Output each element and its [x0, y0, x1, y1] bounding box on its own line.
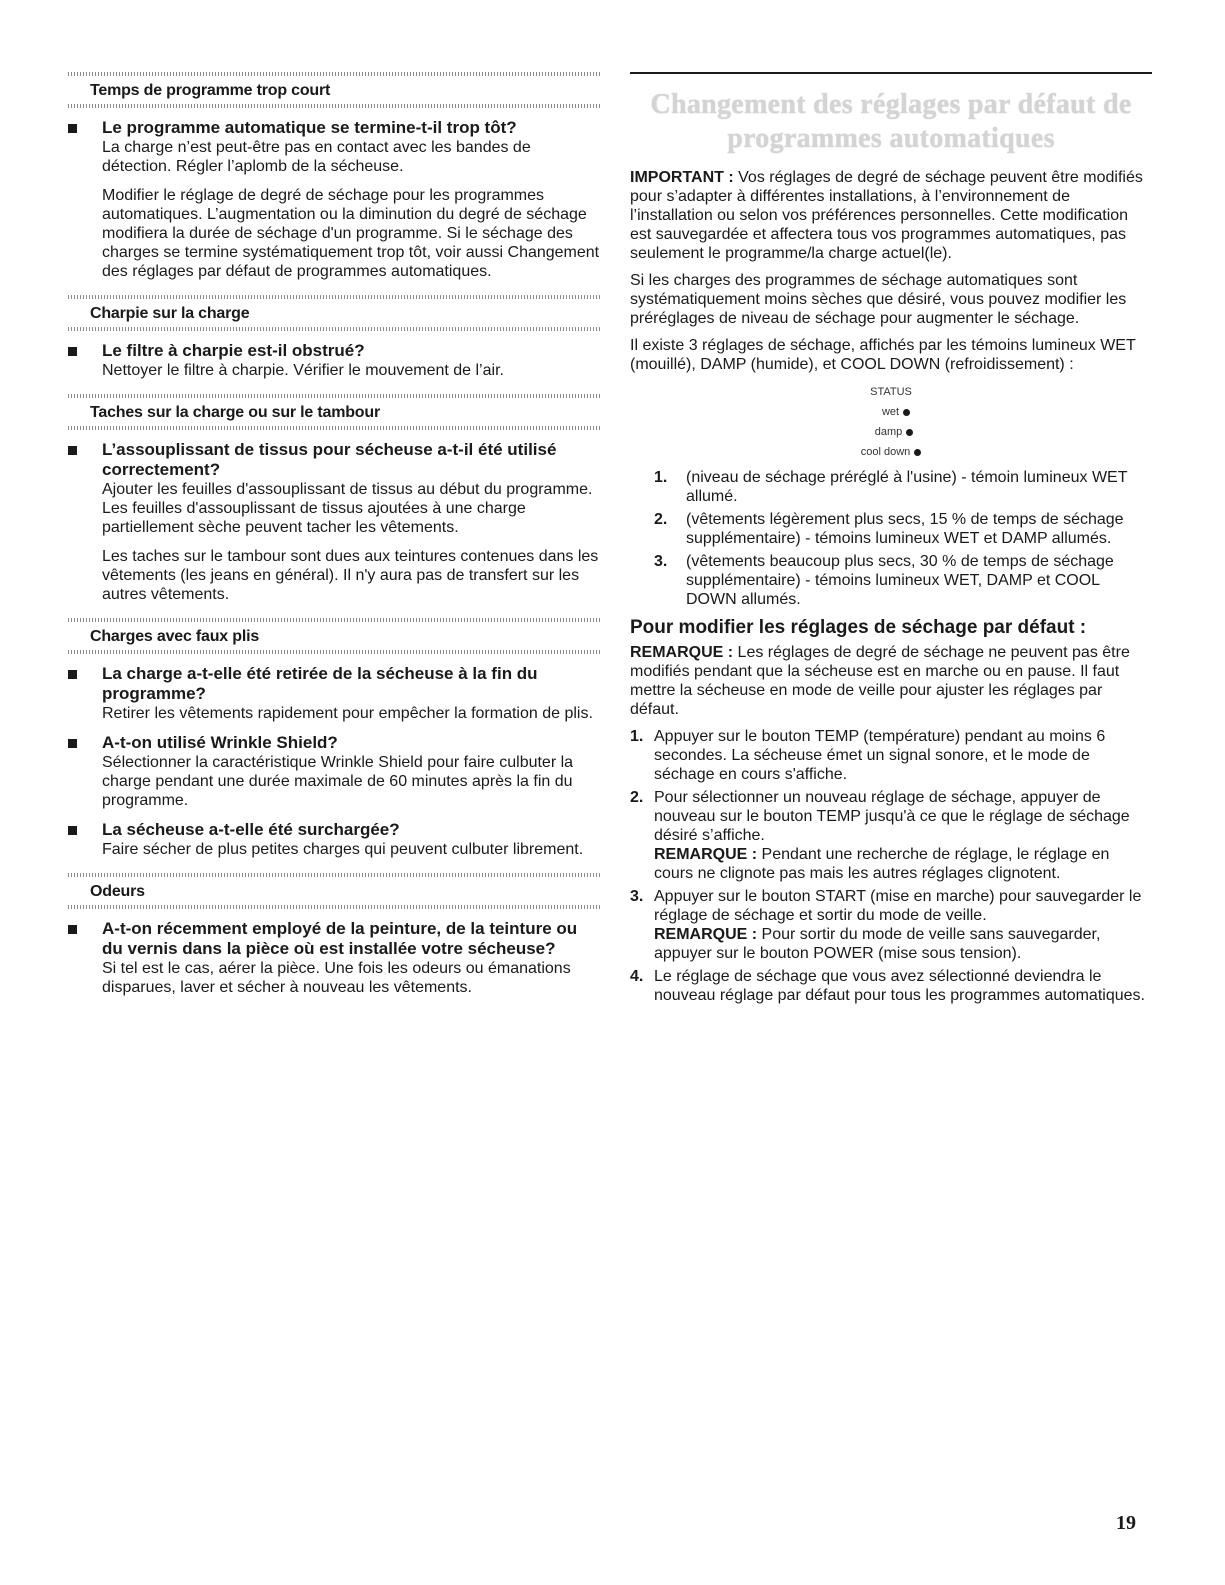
answer-text: Retirer les vêtements rapidement pour empêcher la formation de plis. — [102, 705, 593, 722]
status-label: cool down — [860, 446, 911, 458]
top-rule — [630, 72, 1152, 74]
answer-text: Les taches sur le tambour sont dues aux teintures contenues dans les vêtements (les jeans en général). Il n'y aura pas de transfert sur les autres vêtements. — [102, 548, 599, 603]
troubleshooting-column — [68, 72, 600, 1011]
section-title: Charpie sur la charge — [90, 305, 250, 322]
status-label: damp — [874, 426, 903, 438]
item-text: (vêtements légèrement plus secs, 15 % de temps de séchage supplémentaire) - témoins lumineux WET et DAMP allumés. — [686, 511, 1124, 547]
remark-paragraph — [630, 643, 1152, 719]
question-item — [68, 440, 600, 604]
item-text: (vêtements beaucoup plus secs, 30 % de temps de séchage supplémentaire) - témoins lumineux WET, DAMP et COOL DOWN allumés. — [686, 553, 1114, 608]
paragraph: Il existe 3 réglages de séchage, affichés par les témoins lumineux WET (mouillé), DAMP (humide), et COOL DOWN (refroidissement) : — [630, 337, 1136, 373]
square-bullet-icon — [68, 446, 77, 455]
square-bullet-icon — [68, 739, 77, 748]
section-title: Charges avec faux plis — [90, 628, 260, 645]
step-number: 3. — [630, 888, 644, 905]
status-indicator-panel — [630, 382, 1152, 462]
page-title: Changement des réglages par défaut de programmes automatiques — [650, 89, 1132, 154]
section-title: Temps de programme trop court — [90, 82, 331, 99]
step-note — [654, 925, 1152, 963]
answer-text: Sélectionner la caractéristique Wrinkle Shield pour faire culbuter la charge pendant une durée maximale de 60 minutes après la fin du programme. — [102, 754, 574, 809]
question-item — [68, 341, 600, 380]
step-note — [654, 845, 1152, 883]
answer-text: Faire sécher de plus petites charges qui peuvent culbuter librement. — [102, 841, 584, 858]
dryness-level-list — [630, 468, 1152, 609]
remark-text: Les réglages de degré de séchage ne peuvent pas être modifiés pendant que la sécheuse est en marche ou en pause. Il faut mettre la sécheuse en mode de veille pour ajuster les réglages par défaut. — [630, 644, 1130, 718]
question-list — [68, 664, 600, 859]
section-title: Taches sur la charge ou sur le tambour — [90, 404, 380, 421]
section-header — [68, 394, 600, 430]
note-label: REMARQUE : — [654, 926, 758, 943]
square-bullet-icon — [68, 925, 77, 934]
status-label: wet — [881, 406, 900, 418]
question-text: La charge a-t-elle été retirée de la sécheuse à la fin du programme? — [102, 664, 538, 703]
status-row-damp — [630, 422, 1152, 442]
status-row-wet — [630, 402, 1152, 422]
question-item — [68, 664, 600, 723]
important-label: IMPORTANT : — [630, 169, 734, 186]
section-header — [68, 873, 600, 909]
item-number: 2. — [654, 511, 668, 528]
status-heading: STATUS — [870, 386, 912, 398]
item-number: 1. — [654, 469, 668, 486]
answer-text: Si tel est le cas, aérer la pièce. Une fois les odeurs ou émanations disparues, laver et sécher à nouveau les vêtements. — [102, 960, 571, 996]
square-bullet-icon — [68, 347, 77, 356]
item-number: 3. — [654, 553, 668, 570]
important-text: Vos réglages de degré de séchage peuvent être modifiés pour s’adapter à différentes installations, à l’environnement de l’installation ou selon vos préférences personnelles. Cette modification est sauvegardée et affectera tous vos programmes automatiques, pas seulement le programme/la charge actuel(le). — [630, 169, 1143, 262]
question-item — [68, 820, 600, 859]
square-bullet-icon — [68, 670, 77, 679]
list-item — [630, 468, 1152, 506]
step-number: 4. — [630, 968, 644, 985]
square-bullet-icon — [68, 124, 77, 133]
step-item — [630, 727, 1152, 784]
item-text: (niveau de séchage préréglé à l'usine) - témoin lumineux WET allumé. — [686, 469, 1128, 505]
question-list — [68, 118, 600, 281]
step-number: 1. — [630, 728, 644, 745]
step-item — [630, 967, 1152, 1005]
indicator-light-icon — [903, 409, 910, 416]
step-number: 2. — [630, 789, 644, 806]
step-text: Appuyer sur le bouton TEMP (température) pendant au moins 6 secondes. La sécheuse émet un signal sonore, et le mode de séchage en cours s'affiche. — [654, 728, 1106, 783]
answer-text: Ajouter les feuilles d'assouplissant de tissus au début du programme. Les feuilles d'assouplissant de tissus ajoutées à une charge partiellement sèche peuvent tacher les vêtements. — [102, 481, 593, 536]
list-item — [630, 552, 1152, 609]
remark-label: REMARQUE : — [630, 644, 734, 661]
question-text: A-t-on utilisé Wrinkle Shield? — [102, 733, 338, 752]
question-item — [68, 733, 600, 810]
question-list — [68, 440, 600, 604]
question-item — [68, 919, 600, 997]
question-text: A-t-on récemment employé de la peinture, de la teinture ou du vernis dans la pièce où est installée votre sécheuse? — [102, 919, 578, 958]
default-settings-column — [630, 72, 1152, 1011]
square-bullet-icon — [68, 826, 77, 835]
step-text: Pour sélectionner un nouveau réglage de séchage, appuyer de nouveau sur le bouton TEMP jusqu'à ce que le réglage de séchage désiré s’affiche. — [654, 789, 1130, 844]
steps-list — [630, 727, 1152, 1005]
question-text: Le programme automatique se termine-t-il trop tôt? — [102, 118, 517, 137]
note-label: REMARQUE : — [654, 846, 758, 863]
question-text: L’assouplissant de tissus pour sécheuse a-t-il été utilisé correctement? — [102, 440, 557, 479]
important-paragraph — [630, 168, 1152, 263]
section-header — [68, 72, 600, 108]
note-text: Pour sortir du mode de veille sans sauvegarder, appuyer sur le bouton POWER (mise sous tension). — [654, 926, 1101, 962]
section-header — [68, 618, 600, 654]
question-text: Le filtre à charpie est-il obstrué? — [102, 341, 365, 360]
subheading: Pour modifier les réglages de séchage par défaut : — [630, 617, 1087, 638]
indicator-light-icon — [906, 429, 913, 436]
step-item — [630, 788, 1152, 883]
answer-text: Modifier le réglage de degré de séchage pour les programmes automatiques. L’augmentation ou la diminution du degré de séchage modifiera la durée de séchage d'un programme. Si le séchage des charges se termine systématiquement trop tôt, voir aussi Changement des réglages par défaut de programmes automatiques. — [102, 187, 600, 280]
step-item — [630, 887, 1152, 963]
answer-text: La charge n’est peut-être pas en contact avec les bandes de détection. Régler l’aplomb de la sécheuse. — [102, 139, 531, 175]
question-text: La sécheuse a-t-elle été surchargée? — [102, 820, 400, 839]
step-text: Appuyer sur le bouton START (mise en marche) pour sauvegarder le réglage de séchage et sortir du mode de veille. — [654, 888, 1142, 924]
list-item — [630, 510, 1152, 548]
paragraph: Si les charges des programmes de séchage automatiques sont systématiquement moins sèches que désiré, vous pouvez modifier les préréglages de niveau de séchage pour augmenter le séchage. — [630, 272, 1127, 327]
page-number: 19 — [1116, 1512, 1136, 1534]
indicator-light-icon — [914, 449, 921, 456]
step-text: Le réglage de séchage que vous avez sélectionné deviendra le nouveau réglage par défaut pour tous les programmes automatiques. — [654, 968, 1145, 1004]
question-item — [68, 118, 600, 281]
answer-text: Nettoyer le filtre à charpie. Vérifier le mouvement de l’air. — [102, 362, 504, 379]
question-list — [68, 341, 600, 380]
section-title: Odeurs — [90, 883, 145, 900]
question-list — [68, 919, 600, 997]
status-row-cool-down — [630, 442, 1152, 462]
section-header — [68, 295, 600, 331]
note-text: Pendant une recherche de réglage, le réglage en cours ne clignote pas mais les autres réglages clignotent. — [654, 846, 1110, 882]
